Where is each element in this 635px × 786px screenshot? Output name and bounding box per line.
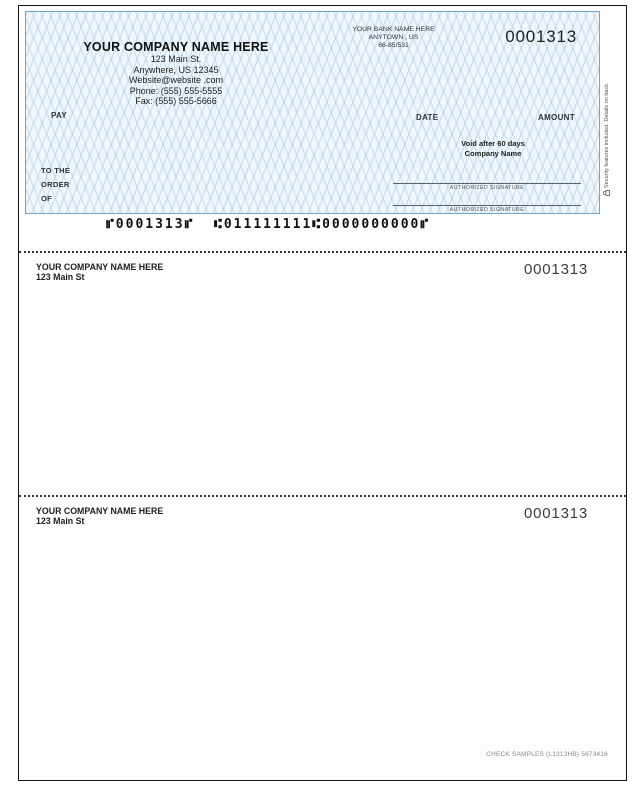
check-body [25,11,600,214]
document-sheet [18,5,627,781]
void-notice [433,139,553,158]
security-note [603,31,610,196]
perforation-line-1 [19,251,626,253]
bank-city: ANYTOWN , US [368,34,419,41]
pay-label: PAY [51,111,68,120]
perforation-line-2 [19,495,626,497]
stub2-check-number: 0001313 [524,505,588,522]
check-number: 0001313 [505,27,577,46]
stub2-company-address: 123 Main St [36,516,85,526]
footer-note: CHECK SAMPLES (L1313HB) 5673416 [486,751,608,758]
company-phone: Phone: (555) 555-5555 [129,85,223,96]
security-note-text: Security features included. Details on back. [603,82,610,188]
stub1-company-address: 123 Main St [36,272,85,282]
stub2-company-name: YOUR COMPANY NAME HERE [36,506,164,516]
authorized-signature-label: AUTHORIZED SIGNATURE [449,207,525,213]
bank-name: YOUR BANK NAME HERE [352,26,435,33]
company-address1: 123 Main St. [150,54,202,64]
bank-fraction: 66-85/531 [378,42,409,49]
void-line2: Company Name [464,148,522,158]
order-label: ORDER [41,180,70,189]
padlock-icon [603,190,610,196]
company-address-block [66,40,286,107]
stub1-company-block [36,262,163,282]
company-email: Website@website .com [128,75,223,85]
stub1-company-name: YOUR COMPANY NAME HERE [36,262,164,272]
company-address2: Anywhere, US 12345 [133,64,219,75]
pay-to-order-block [41,164,70,206]
to-the-label: TO THE [41,166,71,175]
authorized-signature-label: AUTHORIZED SIGNATURE [449,185,525,191]
stub2-company-block [36,506,163,526]
signature-line-1 [393,183,581,191]
of-label: OF [41,194,53,203]
amount-label: AMOUNT [538,113,575,122]
company-name: YOUR COMPANY NAME HERE [83,40,269,54]
stub1-check-number: 0001313 [524,261,588,278]
void-line1: Void after 60 days [461,139,525,148]
micr-line: ⑈0001313⑈ ⑆011111111⑆0000000000⑈ [106,217,431,232]
company-fax: Fax: (555) 555-5666 [135,96,217,106]
signature-line-2 [393,205,581,213]
date-label: DATE [416,113,439,122]
bank-block [326,26,461,50]
